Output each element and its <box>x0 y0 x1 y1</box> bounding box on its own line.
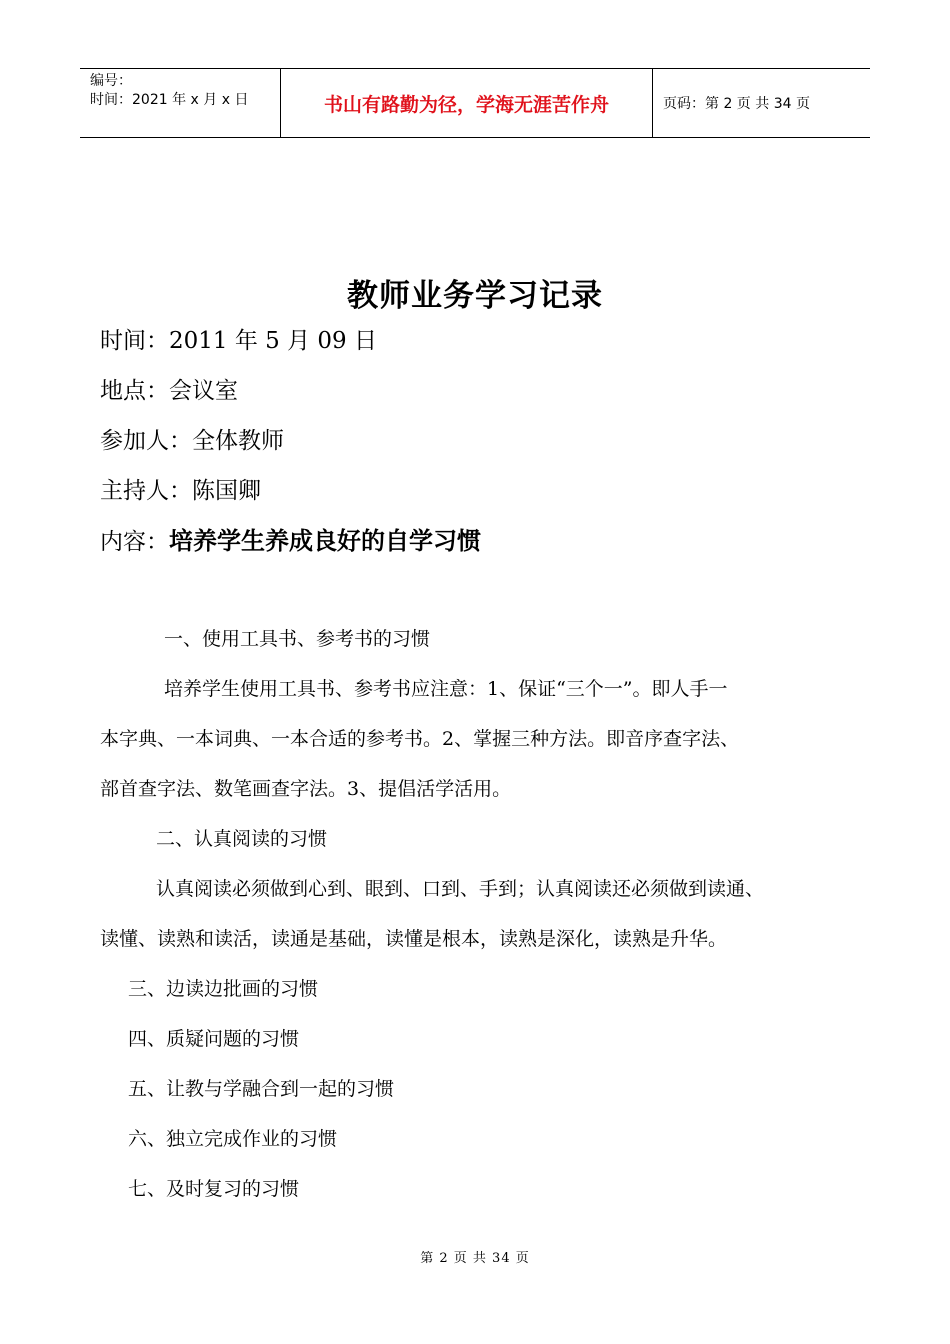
meta-time: 时间：2011 年 5 月 09 日 <box>100 328 377 354</box>
time-label: 时间：2021 年 x 月 x 日 <box>90 92 249 108</box>
meta-content <box>100 526 481 557</box>
header-page-info: 页码：第 2 页 共 34 页 <box>663 96 810 112</box>
content-topic: 培养学生养成良好的自学习惯 <box>169 526 481 555</box>
section-heading-6: 六、独立完成作业的习惯 <box>128 1128 338 1150</box>
section-heading-2: 二、认真阅读的习惯 <box>156 828 328 850</box>
section-heading-7: 七、及时复习的习惯 <box>128 1178 300 1200</box>
document-title: 教师业务学习记录 <box>347 278 603 314</box>
paragraph-line: 本字典、一本词典、一本合适的参考书。2、掌握三种方法。即音序查字法、 <box>100 728 740 750</box>
paragraph-line: 培养学生使用工具书、参考书应注意：1、保证“三个一”。即人手一 <box>164 678 728 700</box>
number-label: 编号： <box>90 73 132 89</box>
section-heading-1: 一、使用工具书、参考书的习惯 <box>164 628 431 650</box>
header-motto: 书山有路勤为径，学海无涯苦作舟 <box>281 69 653 137</box>
section-heading-3: 三、边读边批画的习惯 <box>128 978 319 1000</box>
paragraph-line: 读懂、读熟和读活，读通是基础，读懂是根本，读熟是深化，读熟是升华。 <box>100 928 728 950</box>
header-left-cell <box>80 69 281 137</box>
page-header <box>80 68 870 138</box>
section-heading-4: 四、质疑问题的习惯 <box>128 1028 300 1050</box>
meta-place: 地点：会议室 <box>100 378 238 404</box>
paragraph-line: 部首查字法、数笔画查字法。3、提倡活学活用。 <box>100 778 512 800</box>
section-heading-5: 五、让教与学融合到一起的习惯 <box>128 1078 395 1100</box>
meta-host: 主持人：陈国卿 <box>100 478 261 504</box>
meta-participants: 参加人：全体教师 <box>100 428 284 454</box>
content-label: 内容： <box>100 529 169 555</box>
paragraph-line: 认真阅读必须做到心到、眼到、口到、手到；认真阅读还必须做到读通、 <box>156 878 765 900</box>
page-footer: 第 2 页 共 34 页 <box>420 1251 530 1266</box>
